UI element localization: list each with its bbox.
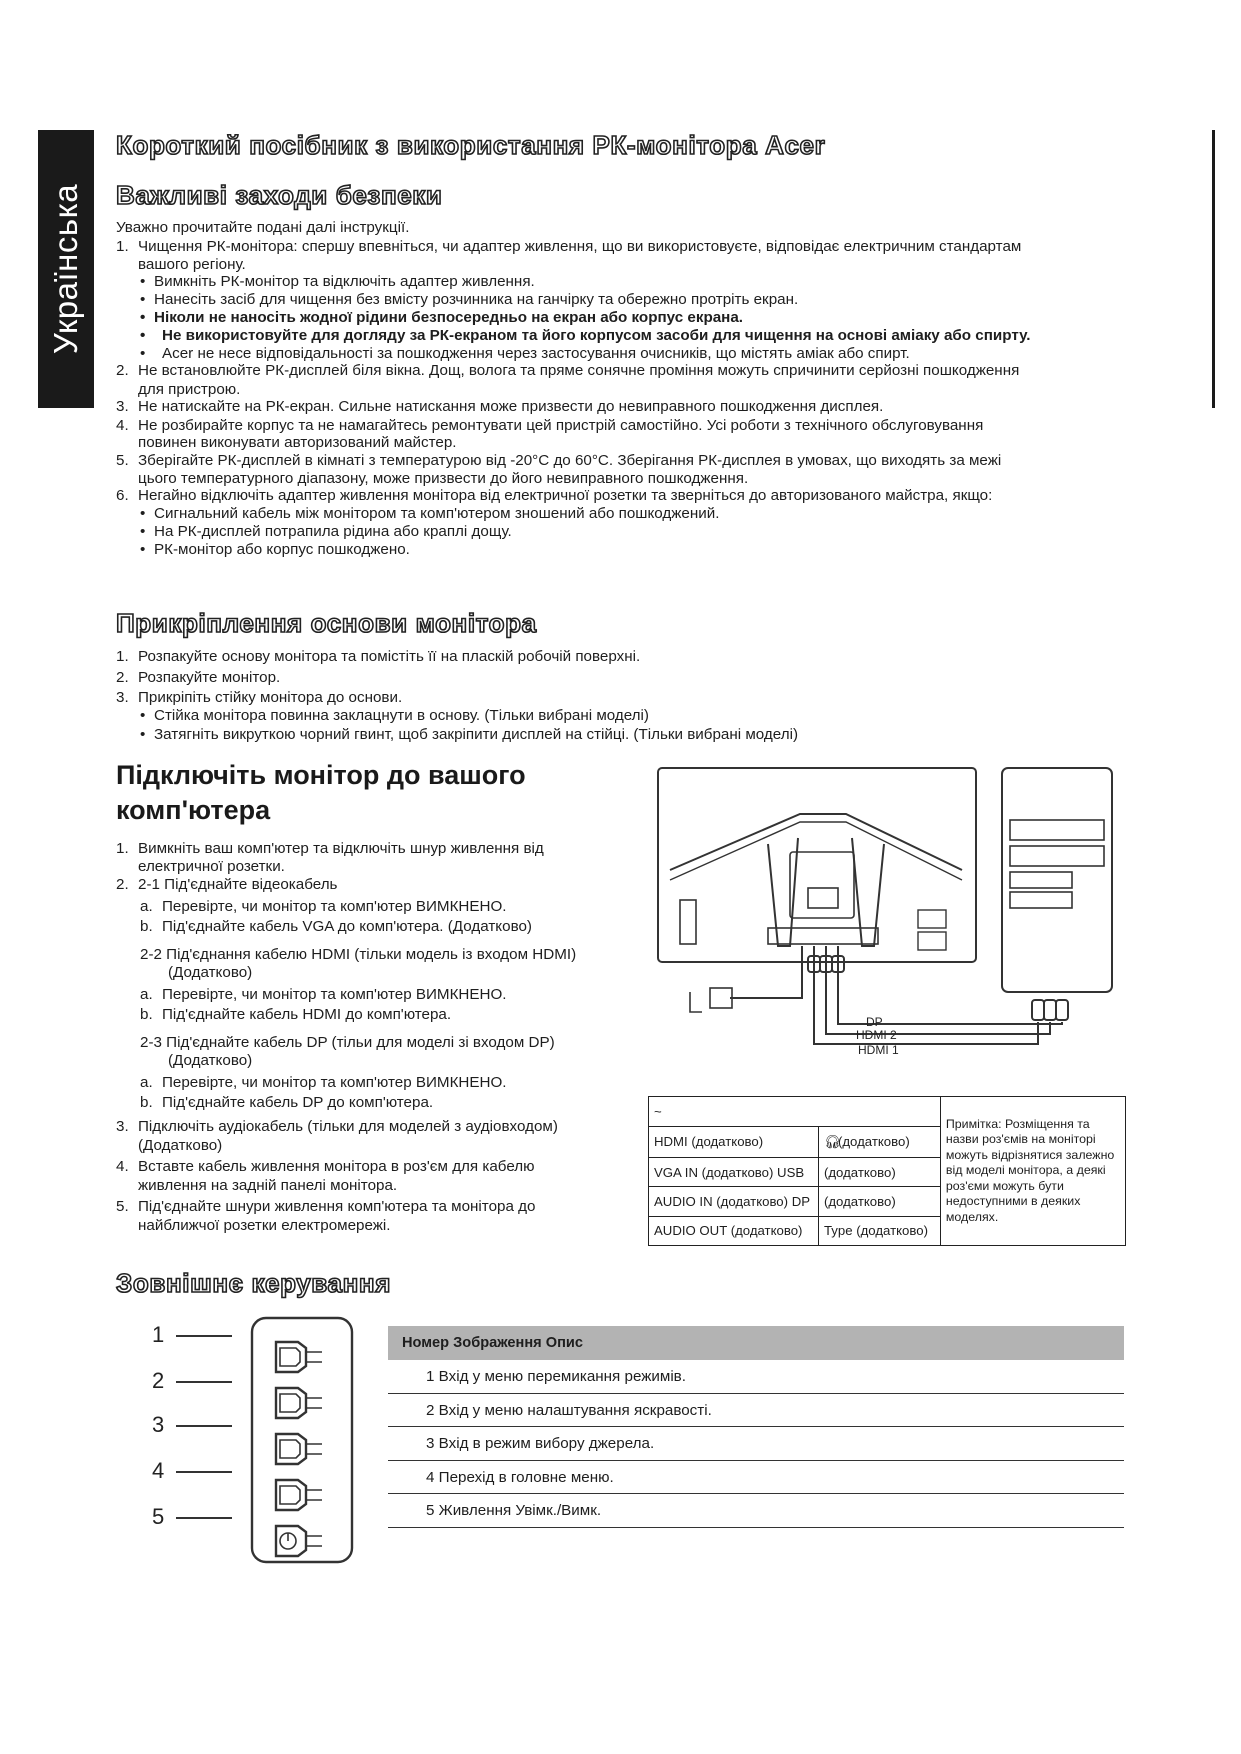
step-marker: a. bbox=[140, 986, 153, 1003]
list-marker: • bbox=[140, 725, 146, 743]
step-marker: 3. bbox=[116, 1118, 129, 1135]
callout-leader-line bbox=[176, 1517, 232, 1519]
callout-leader-line bbox=[176, 1335, 232, 1337]
list-text: Не розбирайте корпус та не намагайтесь ремонтувати цей пристрій самостійно. Усі роботи з технічного обслуговування bbox=[138, 416, 984, 434]
connect-step-line bbox=[116, 1198, 535, 1216]
step-text: Під'єднайте кабель VGA до комп'ютера. (Додатково) bbox=[162, 918, 532, 935]
connect-step-line bbox=[140, 986, 507, 1004]
step-marker: a. bbox=[140, 898, 153, 915]
list-line bbox=[116, 238, 1022, 257]
connect-step-line bbox=[116, 876, 337, 894]
step-marker: b. bbox=[140, 1006, 153, 1023]
list-line bbox=[116, 398, 884, 417]
list-line bbox=[116, 362, 1020, 381]
connect-step-line bbox=[116, 1118, 558, 1136]
controls-table-row: 5 Живлення Увімк./Вимк. bbox=[388, 1494, 1124, 1528]
list-text: вашого регіону. bbox=[138, 255, 246, 273]
cable-label-dp: DP bbox=[866, 1015, 883, 1029]
callout-leader-line bbox=[176, 1471, 232, 1473]
controls-heading: Зовнішнє керування bbox=[116, 1268, 391, 1298]
list-text: Не використовуйте для догляду за РК-екраном та його корпусом засоби для чищення на основі аміаку або спирту. bbox=[162, 327, 1031, 345]
step-text: (Додатково) bbox=[168, 964, 253, 981]
list-marker: 4. bbox=[116, 416, 129, 434]
port-cell-left: VGA IN (додатково) USB bbox=[649, 1157, 819, 1186]
list-line bbox=[116, 309, 744, 327]
callout-leader-line bbox=[176, 1381, 232, 1383]
list-text: цього температурного діапазону, може призвести до його невиправного пошкодження. bbox=[138, 470, 749, 488]
list-marker: 1. bbox=[116, 648, 129, 665]
list-marker: 3. bbox=[116, 689, 129, 706]
connect-step-line bbox=[116, 840, 544, 858]
callout-leader-line bbox=[176, 1425, 232, 1427]
controls-table-header: Номер Зображення Опис bbox=[388, 1326, 1124, 1360]
language-tab bbox=[38, 130, 94, 408]
list-line bbox=[116, 291, 799, 309]
safety-intro: Уважно прочитайте подані далі інструкції. bbox=[116, 219, 410, 236]
port-cell-right: (додатково) bbox=[818, 1157, 940, 1186]
base-heading: Прикріплення основи монітора bbox=[116, 608, 537, 638]
list-marker: • bbox=[140, 273, 146, 291]
control-button-4 bbox=[276, 1480, 322, 1510]
step-text: (Додатково) bbox=[168, 1052, 253, 1069]
list-text: Затягніть викруткою чорний гвинт, щоб закріпити дисплей на стійці. (Тільки вибрані моделі) bbox=[154, 725, 799, 743]
list-line bbox=[116, 451, 1002, 471]
port-cell-right: Type (додатково) bbox=[818, 1216, 940, 1245]
port-cell-left: AUDIO OUT (додатково) bbox=[649, 1216, 819, 1245]
callout-number-5: 5 bbox=[152, 1504, 165, 1529]
connect-step-line bbox=[140, 1094, 433, 1112]
control-button-3 bbox=[276, 1434, 322, 1464]
step-text: Перевірте, чи монітор та комп'ютер ВИМКНЕНО. bbox=[162, 898, 507, 915]
control-button-1 bbox=[276, 1342, 322, 1372]
headphone-icon: 🎧︎ bbox=[823, 1133, 841, 1149]
controls-table-body bbox=[388, 1360, 1124, 1528]
list-text: Зберігайте РК-дисплей в кімнаті з температурою від -20°C до 60°C. Зберігання РК-дисплея в умовах, що виходять за межі bbox=[138, 451, 1002, 469]
callout-number-1: 1 bbox=[152, 1322, 165, 1347]
connect-step-line bbox=[140, 1074, 507, 1092]
connect-step-line bbox=[138, 1177, 397, 1195]
connect-step-line bbox=[140, 1034, 555, 1052]
callout-number-2: 2 bbox=[152, 1368, 165, 1393]
port-cell-left: HDMI (додатково) bbox=[649, 1127, 819, 1158]
list-marker: 6. bbox=[116, 487, 129, 505]
port-cell-right-text: (додатково) bbox=[837, 1133, 910, 1149]
port-cell-right bbox=[818, 1127, 940, 1158]
list-text: Чищення РК-монітора: спершу впевніться, чи адаптер живлення, що ви використовуєте, відповідає електричним стандартам bbox=[138, 238, 1022, 255]
step-text: 2-3 Під'єднайте кабель DP (тільи для моделі зі входом DP) bbox=[140, 1034, 555, 1051]
list-marker: • bbox=[140, 327, 146, 345]
list-marker: 2. bbox=[116, 668, 129, 686]
step-marker: b. bbox=[140, 918, 153, 935]
computer-tower-illustration bbox=[1002, 768, 1112, 992]
ports-table-note: Примітка: Розміщення та назви роз'ємів на моніторі можуть відрізнятися залежно від моделі монітора, а деякі роз'єми можуть бути недоступними в деяких моделях. bbox=[940, 1097, 1125, 1246]
step-text: Під'єднайте шнури живлення комп'ютера та монітора до bbox=[138, 1198, 536, 1215]
step-marker: 2. bbox=[116, 876, 129, 893]
connect-step-line bbox=[140, 918, 532, 936]
connect-step-line bbox=[140, 946, 576, 964]
list-line bbox=[116, 487, 993, 505]
list-text: Acer не несе відповідальності за пошкодження через застосування очисників, що містять аміак або спирт. bbox=[162, 345, 910, 363]
list-text: На РК-дисплей потрапила рідина або краплі дощу. bbox=[154, 523, 512, 541]
step-marker: a. bbox=[140, 1074, 153, 1091]
connect-step-line bbox=[140, 1006, 451, 1024]
list-line bbox=[116, 345, 910, 363]
list-line bbox=[116, 273, 535, 291]
step-text: Вставте кабель живлення монітора в роз'єм для кабелю bbox=[138, 1158, 535, 1175]
list-text: Не натискайте на РК-екран. Сильне натискання може призвести до невиправного пошкодження дисплея. bbox=[138, 398, 884, 416]
cable-label-hdmi2: HDMI 2 bbox=[856, 1028, 897, 1042]
list-text: для пристрою. bbox=[138, 380, 241, 398]
list-text: Розпакуйте монітор. bbox=[138, 668, 281, 686]
ports-table-power-cell bbox=[649, 1097, 941, 1127]
step-text: Підключіть аудіокабель (тільки для моделей з аудіовходом) bbox=[138, 1118, 558, 1135]
connect-step-line bbox=[140, 898, 507, 916]
list-line bbox=[116, 505, 720, 523]
list-text: Ніколи не наносіть жодної рідини безпосередньо на екран або корпус екрана. bbox=[154, 309, 744, 327]
list-marker: • bbox=[140, 291, 146, 309]
controls-table-row: 2 Вхід у меню налаштування яскравості. bbox=[388, 1394, 1124, 1428]
page-title: Короткий посібник з використання РК-монітора Acer bbox=[116, 130, 826, 160]
step-text: 2-2 Під'єднання кабелю HDMI (тільки модель із входом HDMI) bbox=[140, 946, 577, 963]
list-text: Не встановлюйте РК-дисплей біля вікна. Дощ, волога та пряме сонячне проміння можуть спричинити серйозні пошкодження bbox=[138, 362, 1020, 380]
step-marker: 4. bbox=[116, 1158, 129, 1175]
connect-heading-line2: комп'ютера bbox=[116, 795, 271, 825]
list-line bbox=[116, 327, 1031, 345]
list-text: Стійка монітора повинна заклацнути в основу. (Тільки вибрані моделі) bbox=[154, 707, 649, 724]
list-marker: 5. bbox=[116, 451, 129, 469]
list-text: РК-монітор або корпус пошкоджено. bbox=[154, 541, 410, 559]
safety-heading: Важливі заходи безпеки bbox=[116, 180, 443, 210]
step-text: Під'єднайте кабель DP до комп'ютера. bbox=[162, 1094, 434, 1111]
connect-step-line bbox=[116, 1158, 535, 1176]
controls-table bbox=[388, 1326, 1124, 1528]
controls-table-row: 1 Вхід у меню перемикання режимів. bbox=[388, 1360, 1124, 1394]
port-cell-left: AUDIO IN (додатково) DP bbox=[649, 1187, 819, 1216]
list-text: Розпакуйте основу монітора та помістіть її на пласкій робочій поверхні. bbox=[138, 648, 641, 665]
right-margin-rule bbox=[1212, 130, 1215, 408]
list-marker: 3. bbox=[116, 398, 129, 416]
connect-heading-line1: Підключіть монітор до вашого bbox=[116, 760, 526, 790]
list-text: Сигнальний кабель між монітором та комп'ютером зношений або пошкоджений. bbox=[154, 505, 720, 523]
connect-step-line bbox=[168, 1052, 252, 1070]
control-button-5-power bbox=[276, 1526, 322, 1556]
safety-section bbox=[116, 218, 1031, 559]
list-text: Вимкніть РК-монітор та відключіть адаптер живлення. bbox=[154, 273, 535, 291]
connect-step-line bbox=[138, 1217, 391, 1235]
control-buttons-panel bbox=[248, 1314, 358, 1566]
list-line bbox=[116, 523, 512, 541]
list-marker: • bbox=[140, 707, 146, 724]
list-line bbox=[116, 416, 984, 435]
step-text: Перевірте, чи монітор та комп'ютер ВИМКНЕНО. bbox=[162, 986, 507, 1003]
list-marker: • bbox=[140, 309, 146, 327]
step-text: Перевірте, чи монітор та комп'ютер ВИМКНЕНО. bbox=[162, 1074, 507, 1091]
step-text: (Додатково) bbox=[138, 1137, 223, 1154]
controls-table-row: 4 Перехід в головне меню. bbox=[388, 1461, 1124, 1495]
callout-number-3: 3 bbox=[152, 1412, 165, 1437]
step-marker: b. bbox=[140, 1094, 153, 1111]
list-text: Негайно відключіть адаптер живлення монітора від електричної розетки та зверніться до авторизованого майстра, якщо: bbox=[138, 487, 993, 505]
list-line bbox=[116, 541, 409, 559]
list-marker: 2. bbox=[116, 362, 129, 380]
port-cell-right: (додатково) bbox=[818, 1187, 940, 1216]
connect-step-line bbox=[168, 964, 252, 982]
monitor-back-illustration bbox=[658, 768, 976, 962]
list-line bbox=[116, 434, 457, 452]
power-symbol: ~ bbox=[654, 1104, 662, 1119]
list-marker: 1. bbox=[116, 238, 129, 255]
step-marker: 5. bbox=[116, 1198, 129, 1215]
step-text: 2-1 Під'єднайте відеокабель bbox=[138, 876, 338, 893]
control-button-2 bbox=[276, 1388, 322, 1418]
language-tab-label: Українська bbox=[47, 183, 84, 355]
step-marker: 1. bbox=[116, 840, 129, 857]
step-text: Під'єднайте кабель HDMI до комп'ютера. bbox=[162, 1006, 452, 1023]
connect-step-line bbox=[138, 1137, 222, 1155]
ports-table bbox=[648, 1096, 1126, 1246]
list-text: повинен виконувати авторизований майстер. bbox=[138, 434, 457, 452]
list-line bbox=[116, 470, 749, 488]
list-marker: • bbox=[140, 505, 146, 523]
list-text: Прикріпіть стійку монітора до основи. bbox=[138, 689, 403, 706]
callout-number-4: 4 bbox=[152, 1458, 165, 1483]
list-marker: • bbox=[140, 523, 146, 541]
connection-diagram bbox=[650, 760, 1130, 1080]
list-marker: • bbox=[140, 345, 146, 363]
cable-label-hdmi1: HDMI 1 bbox=[858, 1043, 899, 1057]
list-marker: • bbox=[140, 541, 146, 559]
list-line bbox=[116, 381, 409, 399]
connect-step-line bbox=[138, 858, 285, 876]
controls-table-row: 3 Вхід в режим вибору джерела. bbox=[388, 1427, 1124, 1461]
list-line bbox=[116, 257, 409, 274]
step-text: Вимкніть ваш комп'ютер та відключіть шнур живлення від bbox=[138, 840, 544, 857]
step-text: найближчої розетки електромережі. bbox=[138, 1217, 391, 1234]
list-text: Нанесіть засіб для чищення без вмісту розчинника на ганчірку та обережно протріть екран. bbox=[154, 291, 799, 309]
step-text: живлення на задній панелі монітора. bbox=[138, 1177, 398, 1194]
step-text: електричної розетки. bbox=[138, 858, 285, 875]
